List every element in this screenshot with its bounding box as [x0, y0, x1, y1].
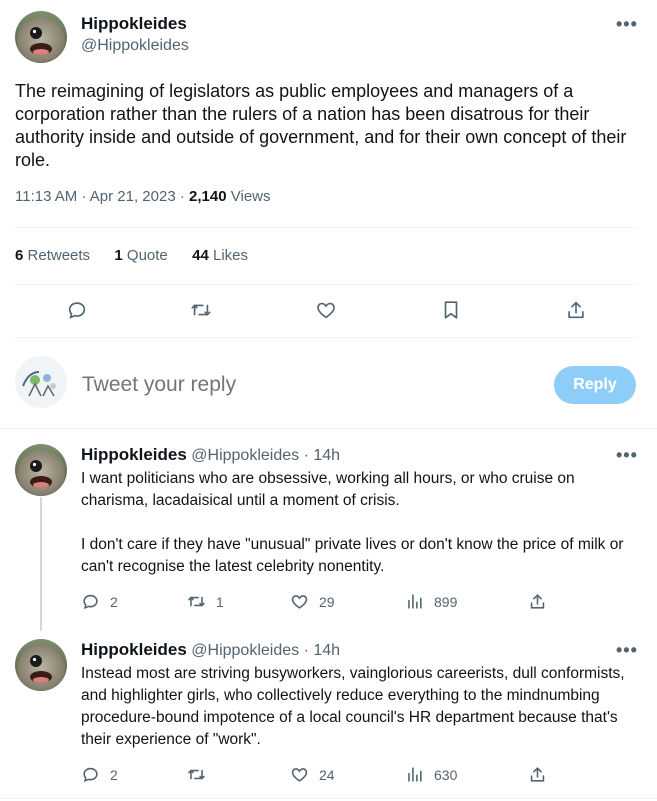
reply-header	[81, 640, 340, 660]
thread-line	[40, 497, 42, 631]
reply-count: 2	[110, 593, 118, 610]
reply-like-action[interactable]	[290, 592, 335, 611]
reply-text	[81, 468, 641, 578]
share-icon	[528, 592, 547, 611]
share-action[interactable]	[565, 299, 587, 321]
views-icon	[405, 765, 424, 784]
tweet-time[interactable]: 11:13 AM	[15, 188, 78, 205]
tweet-metadata: 11:13 AM · Apr 21, 2023 · 2,140 Views	[15, 188, 271, 205]
reply-share-action[interactable]	[528, 592, 547, 611]
retweet-action[interactable]	[190, 299, 212, 321]
retweet-count: 1	[216, 593, 224, 610]
bookmark-action[interactable]	[440, 299, 462, 321]
views-count: 2,140	[189, 188, 227, 205]
reply-count: 2	[110, 766, 118, 783]
heart-icon	[290, 765, 309, 784]
reply-retweet-action[interactable]	[187, 592, 224, 611]
like-action[interactable]	[315, 299, 337, 321]
reply-paragraph: I want politicians who are obsessive, working all hours, or who cruise on charisma, lacadaisical until a moment of crisis.	[81, 470, 575, 509]
views-count: 630	[434, 766, 458, 783]
retweet-icon	[187, 765, 206, 784]
reply-like-action[interactable]	[290, 765, 335, 784]
reply-views-action[interactable]	[405, 765, 457, 784]
retweet-icon	[190, 299, 212, 321]
reply-paragraph: I don't care if they have "unusual" private lives or don't know the price of milk or can't recognise the latest celebrity nonentity.	[81, 536, 624, 575]
reply-author-handle[interactable]: @Hippokleides	[191, 642, 300, 659]
reply-age[interactable]: · 14h	[303, 447, 341, 464]
likes-stat[interactable]: 44 Likes	[192, 247, 249, 264]
reply-age[interactable]: · 14h	[303, 642, 341, 659]
author-handle[interactable]: @Hippokleides	[81, 37, 189, 54]
reply-views-action[interactable]	[405, 592, 457, 611]
views-icon	[405, 592, 424, 611]
share-icon	[528, 765, 547, 784]
reply-text	[81, 663, 641, 751]
reply-share-action[interactable]	[528, 765, 547, 784]
tweet-text: The reimagining of legislators as public employees and managers of a corporation rather than the rulers of a nation has been disatrous for their authority inside and outside of government, and for their own concept of their role.	[15, 81, 627, 170]
views-label: Views	[230, 188, 271, 205]
reply-input[interactable]	[82, 370, 522, 400]
reply-author-name[interactable]: Hippokleides	[81, 640, 187, 659]
quotes-stat[interactable]: 1 Quote	[114, 247, 168, 264]
reply-retweet-action[interactable]	[187, 765, 216, 784]
views-count: 899	[434, 593, 458, 610]
reply-reply-action[interactable]	[81, 592, 118, 611]
heart-icon	[290, 592, 309, 611]
reply-more-button[interactable]: •••	[616, 640, 638, 660]
reply-button[interactable]: Reply	[554, 366, 636, 404]
reply-paragraph: Instead most are striving busyworkers, vainglorious careerists, dull conformists, and highlighter girls, who collectively reduce everything to the mindnumbing procedure-bound impotence of a local council's HR department because that's their experience of "work".	[81, 665, 625, 748]
reply-reply-action[interactable]	[81, 765, 118, 784]
like-count: 29	[319, 593, 335, 610]
engagement-stats	[15, 247, 248, 264]
reply-icon	[66, 299, 88, 321]
reply-icon	[81, 592, 100, 611]
author-avatar[interactable]	[15, 11, 67, 63]
share-icon	[565, 299, 587, 321]
reply-author-handle[interactable]: @Hippokleides	[191, 447, 300, 464]
reply-header	[81, 445, 340, 465]
reply-avatar[interactable]	[15, 639, 67, 691]
more-options-button[interactable]: •••	[616, 14, 638, 34]
tweet-date[interactable]: Apr 21, 2023	[89, 188, 176, 205]
retweet-icon	[187, 592, 206, 611]
like-count: 24	[319, 766, 335, 783]
heart-icon	[315, 299, 337, 321]
author-name[interactable]: Hippokleides	[81, 14, 187, 33]
reply-author-name[interactable]: Hippokleides	[81, 445, 187, 464]
reply-more-button[interactable]: •••	[616, 445, 638, 465]
retweets-stat[interactable]: 6 Retweets	[15, 247, 91, 264]
reply-action[interactable]	[66, 299, 88, 321]
bookmark-icon	[440, 299, 462, 321]
my-avatar[interactable]	[15, 356, 67, 408]
reply-avatar[interactable]	[15, 444, 67, 496]
reply-icon	[81, 765, 100, 784]
